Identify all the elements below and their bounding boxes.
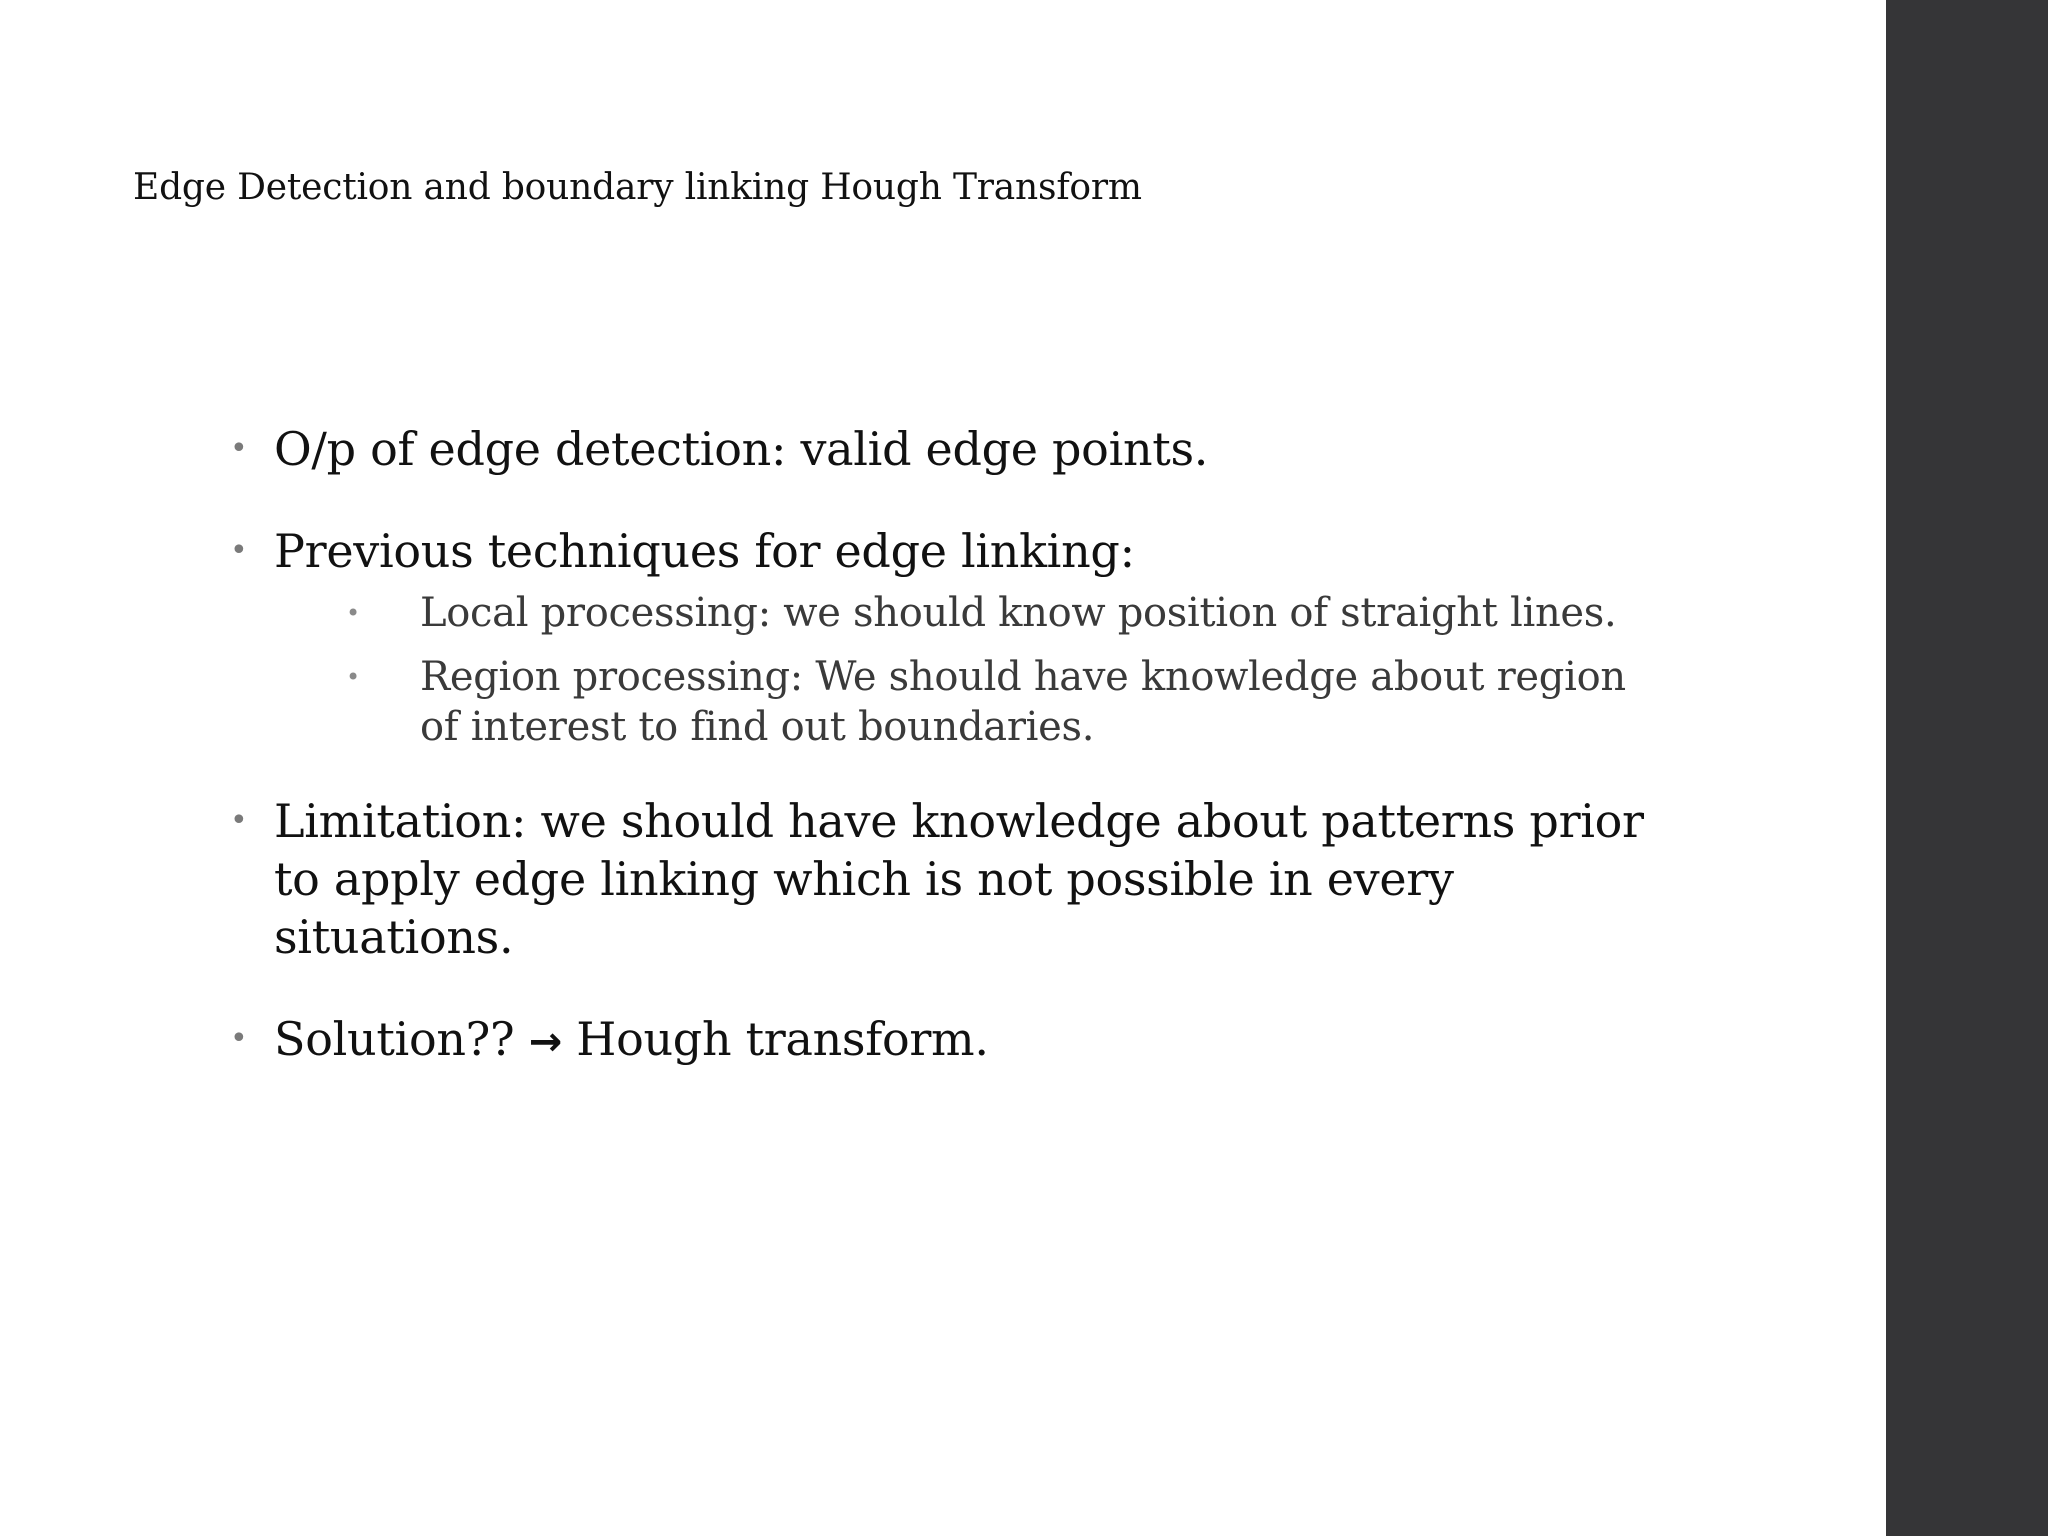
bullet-text-before: Solution?? — [274, 1012, 529, 1066]
bullet-list — [230, 420, 1670, 1115]
bullet-dot-icon: • — [230, 803, 248, 838]
bullet-dot-icon: • — [230, 1021, 248, 1056]
bullet-item-4 — [230, 1010, 1670, 1071]
bullet-text-after: Hough transform. — [561, 1012, 989, 1066]
sub-bullet-text: Region processing: We should have knowledge about region of interest to find out boundaries. — [420, 654, 1626, 750]
sub-bullet-dot-icon: • — [346, 599, 360, 627]
sub-bullet-list — [274, 588, 1670, 752]
bullet-dot-icon: • — [230, 533, 248, 568]
slide-title: Edge Detection and boundary linking Hough Transform — [133, 167, 1142, 208]
bullet-item-1 — [230, 420, 1670, 478]
bullet-dot-icon: • — [230, 431, 248, 466]
bullet-text: Limitation: we should have knowledge about patterns prior to apply edge linking which is not possible in every situations. — [274, 794, 1644, 964]
sub-bullet-dot-icon: • — [346, 663, 360, 691]
sidebar-band — [1886, 0, 2048, 1536]
bullet-text: O/p of edge detection: valid edge points. — [274, 422, 1209, 476]
sub-bullet-item-1 — [274, 588, 1670, 638]
bullet-item-2 — [230, 522, 1670, 752]
sub-bullet-text: Local processing: we should know position of straight lines. — [420, 590, 1617, 636]
right-arrow-icon: → — [528, 1019, 562, 1065]
sub-bullet-item-2 — [274, 652, 1670, 752]
bullet-item-3 — [230, 792, 1670, 966]
bullet-text: Previous techniques for edge linking: — [274, 524, 1135, 578]
